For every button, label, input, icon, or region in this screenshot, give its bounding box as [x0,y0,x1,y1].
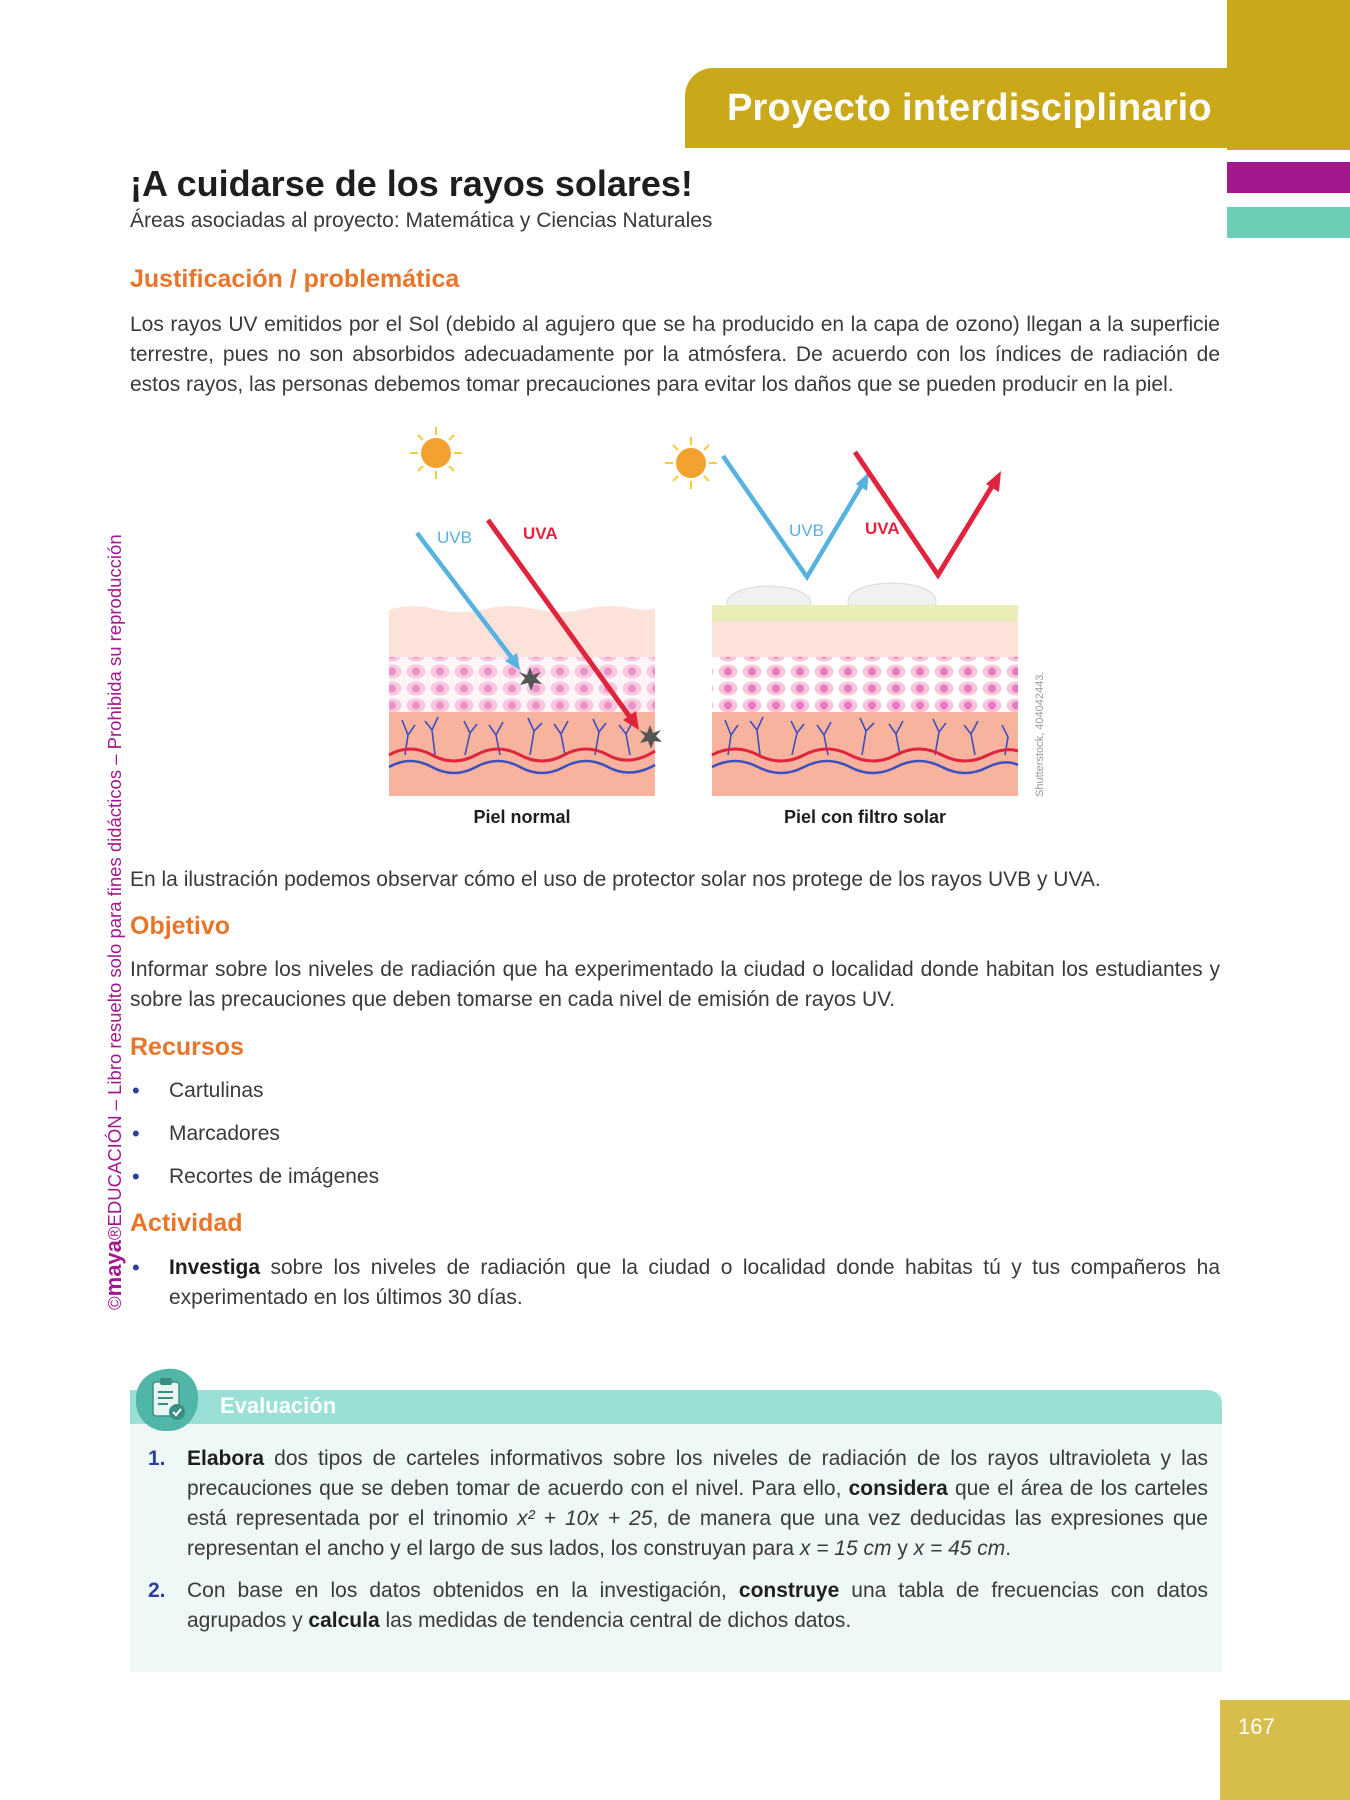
section-label: Proyecto interdisciplinario [727,86,1212,129]
decor-teal-bar [1227,207,1350,238]
evaluation-list [148,1444,1208,1648]
page-number: 167 [1238,1714,1275,1739]
trinomial-formula: x² + 10x + 25 [517,1507,653,1530]
heading-objetivo: Objetivo [130,912,231,940]
heading-justificacion: Justificación / problemática [130,265,460,293]
heading-recursos: Recursos [130,1033,244,1061]
copyright-notice: EDUCACIÓN – Libro resuelto solo para fines didácticos – Prohibida su reproducción [104,534,125,1227]
list-item: • Cartulinas [130,1076,1220,1106]
item-number: 2. [148,1579,166,1602]
item-text: . [1005,1537,1012,1560]
recursos-list [130,1076,1220,1192]
list-item [130,1253,1220,1313]
uv-skin-illustration [380,425,1060,840]
caption-sunscreen-skin: Piel con filtro solar [783,807,947,827]
item-text: dos tipos de carteles informativos sobre los niveles de radiación de los rayos ultravioleta y las precauciones que se deben tomar de acuerdo con el nivel. Para ello, [187,1447,1208,1500]
caption-normal-skin: Piel normal [473,807,571,827]
illustration-description: En la ilustración podemos observar cómo el uso de protector solar nos protege de los rayos UVB y UVA. [130,868,1101,891]
panel-normal-skin [389,427,662,827]
evaluation-item-1 [148,1444,1208,1564]
item-text: Con base en los datos obtenidos en la investigación, [187,1579,739,1602]
actividad-verb: Investiga [169,1256,261,1279]
panel-sunscreen-skin [665,437,1018,827]
heading-actividad: Actividad [130,1209,243,1237]
item-text: , de manera que una vez deducidas las expresiones que representan el ancho y el largo de sus lados, los construyan para [187,1507,1208,1560]
sun-icon-right [665,437,717,489]
actividad-text: sobre los niveles de radiación que la ciudad o localidad donde habitas tú y tus compañeros ha experimentado en los últimos 30 días. [169,1256,1220,1309]
registered-symbol: ® [104,1226,125,1241]
image-credit: Shutterstock, 404042443. [1034,671,1046,797]
label-uva-left: UVA [523,524,558,543]
item-verb: construye [738,1579,840,1602]
title-block [130,160,1220,234]
item-number: 1. [148,1447,166,1470]
label-uvb-right: UVB [789,521,824,540]
copyright-symbol: © [104,1296,125,1310]
page-title: ¡A cuidarse de los rayos solares! [130,163,693,204]
item-verb: calcula [308,1609,380,1632]
page-number-box [1220,1700,1350,1800]
objetivo-text: Informar sobre los niveles de radiación que ha experimentado la ciudad o localidad donde habitan los estudiantes y sobre las precauciones que deben tomarse en cada nivel de emisión de rayos UV. [130,958,1220,1011]
sun-icon-left [410,427,462,479]
item-text: y [891,1537,914,1560]
item-verb: considera [848,1477,948,1500]
x-value-2: x = 45 cm [913,1537,1006,1560]
item-verb: Elabora [187,1447,265,1470]
copyright-side-text [101,534,127,1310]
item-text: las medidas de tendencia central de dichos datos. [379,1609,852,1632]
label-uvb-left: UVB [437,528,472,547]
x-value-1: x = 15 cm [799,1537,892,1560]
item-text: una tabla de frecuencias con datos agrupados y [187,1579,1208,1632]
decor-magenta-bar [1227,162,1350,193]
justificacion-text: Los rayos UV emitidos por el Sol (debido al agujero que se ha producido en la capa de ozono) llegan a la superficie terrestre, pues no son absorbidos adecuadamente por la atmósfera. De acuerdo con los índices de radiación de estos rayos, las personas debemos tomar precauciones para evitar los daños que se pueden producir en la piel. [130,313,1220,396]
clipboard-check-icon [132,1365,202,1435]
actividad-list [130,1253,1220,1313]
list-item: • Recortes de imágenes [130,1162,1220,1192]
item-text: que el área de los carteles está representada por el trinomio [187,1477,1208,1530]
section-banner [685,68,1350,148]
evaluation-title: Evaluación [220,1393,337,1418]
page-subtitle: Áreas asociadas al proyecto: Matemática y Ciencias Naturales [130,209,713,232]
list-item: • Marcadores [130,1119,1220,1149]
evaluation-item-2 [148,1576,1208,1636]
brand-name: maya [101,1240,126,1297]
label-uva-right: UVA [865,519,900,538]
